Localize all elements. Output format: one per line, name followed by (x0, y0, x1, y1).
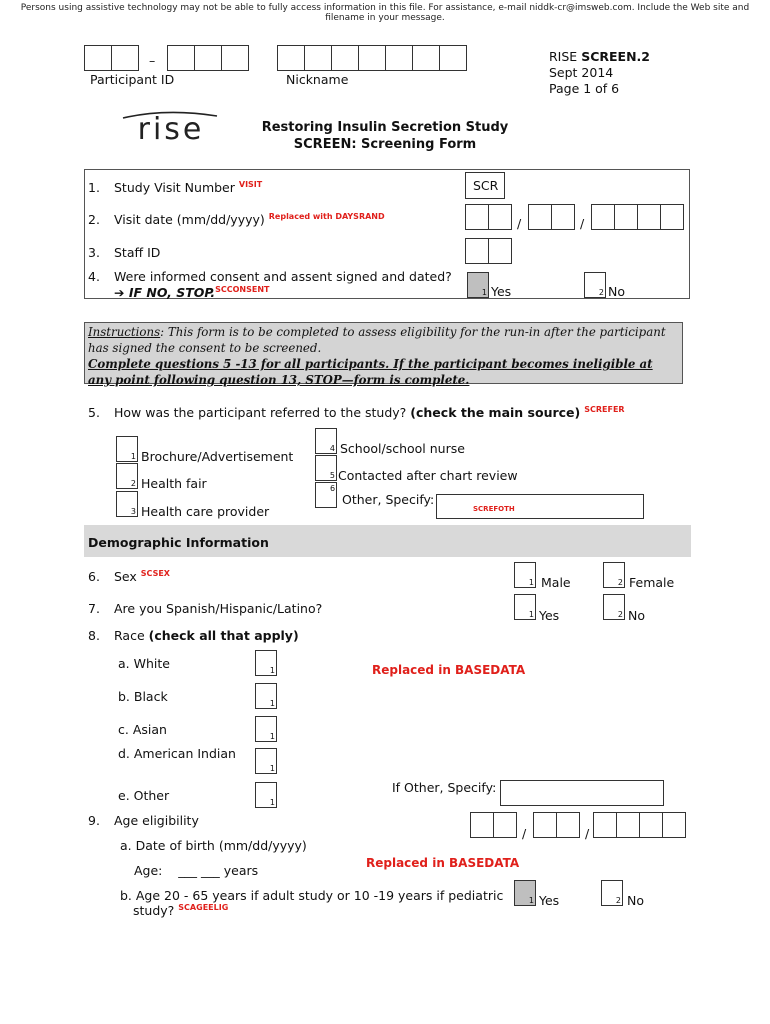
participant-id-label: Participant ID (90, 72, 175, 87)
q2-label: Visit date (mm/dd/yyyy) (114, 212, 265, 228)
q4-stop-instruction (114, 285, 270, 300)
dob-mm-2[interactable] (493, 812, 517, 838)
staff-id-box-2[interactable] (488, 238, 512, 264)
age-eligibility-var: SCAGEELIG (178, 903, 229, 912)
nickname-box-2[interactable] (304, 45, 332, 71)
age-eligible-no-label: No (627, 893, 644, 908)
race-white-checkbox[interactable] (255, 650, 277, 676)
logo-wordmark: rise (137, 112, 205, 146)
nickname-box-3[interactable] (331, 45, 359, 71)
sex-male-label: Male (541, 575, 571, 590)
referral-code-2: 2 (130, 479, 136, 488)
hispanic-yes-checkbox[interactable] (514, 594, 536, 620)
sex-male-code: 1 (528, 578, 534, 587)
age-eligible-no-code: 2 (615, 896, 621, 905)
demographic-section-title: Demographic Information (88, 535, 269, 550)
table-right-line (689, 169, 690, 299)
participant-id-box-2[interactable] (111, 45, 139, 71)
form-code (549, 49, 650, 64)
hispanic-yes-label: Yes (539, 608, 560, 623)
age-eligible-yes-checkbox[interactable] (514, 880, 536, 906)
table-left-line (84, 169, 85, 299)
participant-id-box-3[interactable] (167, 45, 195, 71)
q2-text (114, 212, 385, 227)
q7-number: 7. (88, 601, 100, 616)
nickname-box-6[interactable] (412, 45, 440, 71)
participant-id-box-5[interactable] (221, 45, 249, 71)
visit-date-mm-2[interactable] (488, 204, 512, 230)
consent-no-label: No (608, 284, 625, 299)
referral-provider-label: Health care provider (141, 504, 270, 519)
q4-number: 4. (88, 269, 100, 284)
q6-label: Sex (114, 569, 137, 585)
age-eligible-yes-code: 1 (528, 896, 534, 905)
dob-sep-1: / (522, 826, 527, 841)
race-american-indian-checkbox[interactable] (255, 748, 277, 774)
q5-label: How was the participant referred to the study? (114, 405, 407, 421)
age-blank: ___ ___ (178, 863, 220, 878)
form-code-prefix: RISE (549, 49, 582, 64)
q4-text: Were informed consent and assent signed and dated? (114, 269, 452, 284)
form-title: Restoring Insulin Secretion Study (261, 120, 509, 135)
referral-provider-checkbox[interactable] (116, 491, 138, 517)
consent-no-code: 2 (598, 288, 604, 297)
age-eligible-yes-label: Yes (539, 893, 560, 908)
race-asian-label: c. Asian (118, 722, 167, 737)
referral-chart-review-label: Contacted after chart review (338, 468, 518, 483)
q5-bold: (check the main source) (410, 405, 581, 421)
visit-date-yyyy-3[interactable] (637, 204, 661, 230)
nickname-box-4[interactable] (358, 45, 386, 71)
sex-female-code: 2 (617, 578, 623, 587)
form-subtitle: SCREEN: Screening Form (293, 137, 477, 152)
nickname-box-1[interactable] (277, 45, 305, 71)
consent-yes-code: 1 (481, 288, 487, 297)
q1-label: Study Visit Number (114, 180, 235, 196)
race-asian-code: 1 (269, 732, 275, 741)
q8-text (114, 628, 299, 643)
q6-number: 6. (88, 569, 100, 584)
accessibility-disclaimer: Persons using assistive technology may not be able to fully access information in this file. For assistance, e-mail niddk-cr@imsweb.com. Include the Web site and filename in your message. (20, 3, 750, 23)
referral-code-1: 1 (130, 452, 136, 461)
race-white-code: 1 (269, 666, 275, 675)
q9-number: 9. (88, 813, 100, 828)
hispanic-yes-code: 1 (528, 610, 534, 619)
age-eligible-no-checkbox[interactable] (601, 880, 623, 906)
visit-number-value: SCR (473, 178, 499, 193)
referral-code-4: 4 (329, 444, 335, 453)
race-white-label: a. White (118, 656, 170, 671)
dob-sep-2: / (585, 826, 590, 841)
referral-brochure-label: Brochure/Advertisement (141, 449, 294, 464)
race-black-code: 1 (269, 699, 275, 708)
dob-mm-1[interactable] (470, 812, 494, 838)
age-line (134, 863, 258, 878)
referral-code-6: 6 (330, 484, 336, 493)
instructions-panel (84, 322, 683, 387)
referral-health-fair-label: Health fair (141, 476, 207, 491)
race-other-label: e. Other (118, 788, 170, 803)
nickname-box-7[interactable] (439, 45, 467, 71)
age-unit: years (223, 863, 259, 878)
visit-date-yyyy-2[interactable] (614, 204, 638, 230)
referral-health-fair-checkbox[interactable] (116, 463, 138, 489)
dob-yyyy-3[interactable] (639, 812, 663, 838)
referral-brochure-checkbox[interactable] (116, 436, 138, 462)
dob-label: a. Date of birth (mm/dd/yyyy) (120, 838, 307, 853)
hispanic-no-label: No (628, 608, 645, 623)
q5-var: SCREFER (584, 405, 625, 414)
visit-date-mm-1[interactable] (465, 204, 489, 230)
table-top-line (84, 169, 690, 170)
referral-other-specify-field[interactable] (436, 494, 644, 519)
q3-number: 3. (88, 245, 100, 260)
q7-text: Are you Spanish/Hispanic/Latino? (114, 601, 323, 616)
page-number: Page 1 of 6 (549, 81, 620, 96)
referral-other-checkbox[interactable] (315, 482, 337, 508)
race-asian-checkbox[interactable] (255, 716, 277, 742)
referral-chart-review-checkbox[interactable] (315, 455, 337, 481)
staff-id-box-1[interactable] (465, 238, 489, 264)
demographic-section-header (84, 525, 691, 557)
referral-code-3: 3 (130, 507, 136, 516)
referral-code-5: 5 (329, 471, 335, 480)
instructions-body: : This form is to be completed to assess eligibility for the run-in after the participant has signed the consent to be screened. (88, 325, 666, 355)
consent-yes-label: Yes (491, 284, 512, 299)
q4-var: SCCONSENT (215, 285, 270, 294)
participant-id-box-1[interactable] (84, 45, 112, 71)
dob-yyyy-2[interactable] (616, 812, 640, 838)
race-black-checkbox[interactable] (255, 683, 277, 709)
age-eligibility-question-line2 (133, 903, 228, 918)
consent-no-checkbox[interactable] (584, 272, 606, 298)
q4-stop-text: ➔ IF NO, STOP. (114, 285, 216, 301)
q8-bold: (check all that apply) (148, 628, 299, 643)
race-other-checkbox[interactable] (255, 782, 277, 808)
nickname-box-5[interactable] (385, 45, 413, 71)
participant-id-box-4[interactable] (194, 45, 222, 71)
race-black-label: b. Black (118, 689, 168, 704)
form-date: Sept 2014 (549, 65, 614, 80)
visit-date-dd-2[interactable] (551, 204, 575, 230)
q6-text (114, 569, 170, 584)
q9-text: Age eligibility (114, 813, 199, 828)
q3-text: Staff ID (114, 245, 161, 260)
nickname-label: Nickname (286, 72, 349, 87)
q2-number: 2. (88, 212, 100, 227)
dob-dd-2[interactable] (556, 812, 580, 838)
visit-date-yyyy-1[interactable] (591, 204, 615, 230)
dob-replaced-note: Replaced in BASEDATA (366, 856, 520, 870)
age-label: Age: (134, 863, 163, 878)
race-american-indian-code: 1 (269, 764, 275, 773)
referral-other-label: Other, Specify: (342, 492, 435, 507)
dob-dd-1[interactable] (533, 812, 557, 838)
visit-date-sep-1: / (517, 216, 522, 231)
form-code-id: SCREEN.2 (581, 49, 650, 64)
q1-number: 1. (88, 180, 100, 195)
race-other-code: 1 (269, 798, 275, 807)
q8-label: Race (114, 628, 145, 643)
race-replaced-note: Replaced in BASEDATA (372, 663, 526, 677)
sex-male-checkbox[interactable] (514, 562, 536, 588)
q5-text (114, 405, 625, 420)
sex-female-label: Female (629, 575, 675, 590)
referral-other-var: SCREFOTH (473, 505, 515, 513)
q5-number: 5. (88, 405, 100, 420)
referral-school-label: School/school nurse (340, 441, 465, 456)
race-other-specify-label: If Other, Specify: (392, 780, 497, 795)
age-eligibility-question: b. Age 20 - 65 years if adult study or 10 -19 years if pediatric (120, 888, 504, 903)
visit-date-dd-1[interactable] (528, 204, 552, 230)
sex-female-checkbox[interactable] (603, 562, 625, 588)
age-eligibility-question-end: study? (133, 903, 175, 919)
visit-number-field[interactable] (465, 172, 505, 199)
q6-var: SCSEX (140, 569, 170, 578)
visit-date-sep-2: / (580, 216, 585, 231)
q1-text (114, 180, 262, 195)
referral-school-checkbox[interactable] (315, 428, 337, 454)
dob-yyyy-1[interactable] (593, 812, 617, 838)
q1-var: VISIT (238, 180, 263, 189)
visit-date-yyyy-4[interactable] (660, 204, 684, 230)
dob-yyyy-4[interactable] (662, 812, 686, 838)
instructions-lead: Instructions (88, 325, 161, 339)
instructions-bold: Complete questions 5 -13 for all participants. If the participant becomes ineligible at any point following question 13, STOP—form is complete. (88, 357, 653, 387)
consent-yes-checkbox[interactable] (467, 272, 489, 298)
q8-number: 8. (88, 628, 100, 643)
race-american-indian-label: d. American Indian (118, 746, 236, 761)
q2-var: Replaced with DAYSRAND (268, 212, 385, 221)
race-other-specify-field[interactable] (500, 780, 664, 806)
hispanic-no-checkbox[interactable] (603, 594, 625, 620)
hispanic-no-code: 2 (617, 610, 623, 619)
participant-id-dash: – (149, 53, 156, 68)
